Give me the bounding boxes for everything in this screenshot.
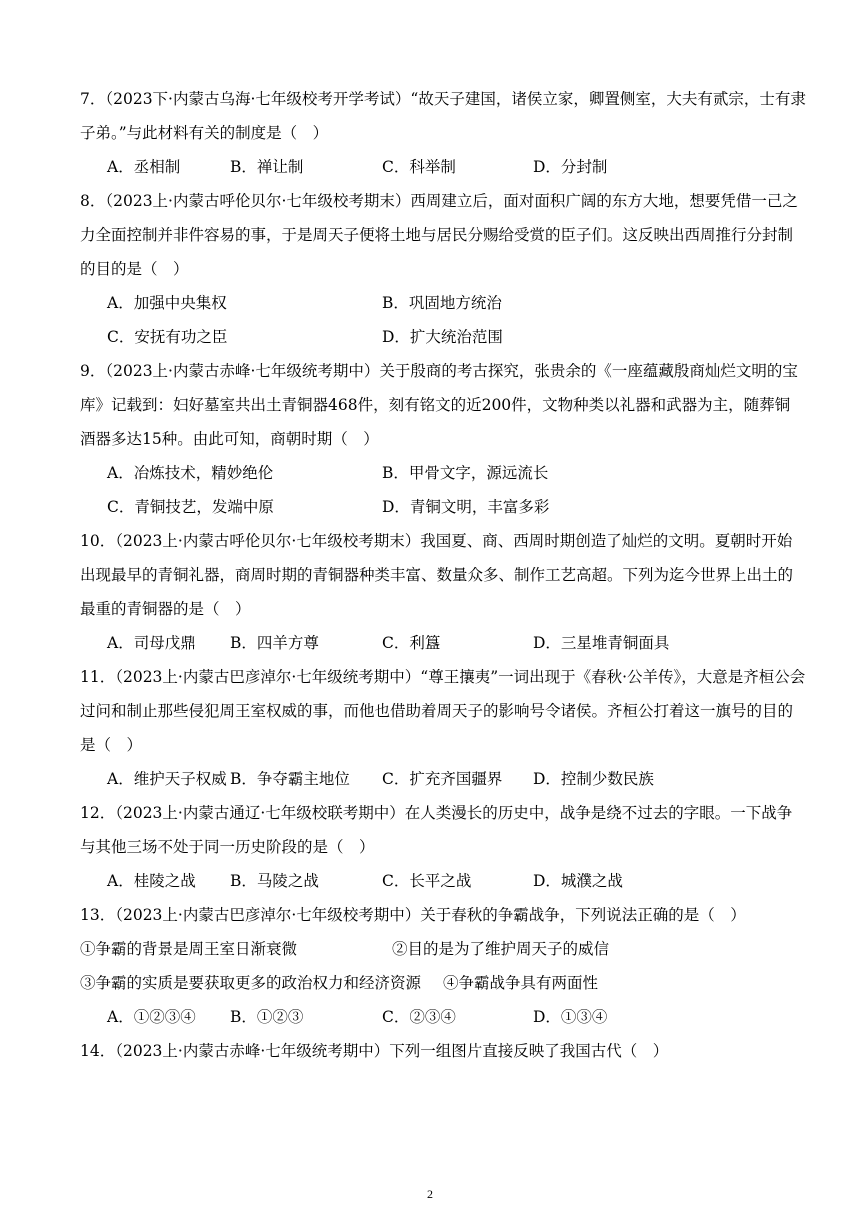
q11-stem-line-2: 过问和制止那些侵犯周王室权威的事，而他也借助着周天子的影响号令诸侯。齐桓公打着这一旗号的目的 <box>80 702 794 720</box>
q9-stem-line-2: 库》记载到：妇好墓室共出土青铜器468件，刻有铭文的近200件，文物种类以礼器和武器为主，随葬铜 <box>80 396 791 414</box>
q7-stem-line-1: 7．（2023下·内蒙古乌海·七年级校考开学考试）“故天子建国，诸侯立家，卿置侧室，大夫有贰宗，士有隶 <box>80 90 806 108</box>
q13-statement-3: ③争霸的实质是要获取更多的政治权力和经济资源 <box>80 974 422 992</box>
q7-option-b: B．禅让制 <box>230 158 304 176</box>
q8-option-a: A．加强中央集权 <box>107 294 227 312</box>
q13-statement-1: ①争霸的背景是周王室日渐衰微 <box>80 940 298 958</box>
q12-stem-line-1: 12．（2023上·内蒙古通辽·七年级校联考期中）在人类漫长的历史中，战争是绕不过去的字眼。一下战争 <box>80 804 793 822</box>
q7-option-c: C．科举制 <box>382 158 456 176</box>
q13-option-a: A．①②③④ <box>107 1008 196 1026</box>
q13-option-c: C．②③④ <box>382 1008 456 1026</box>
q12-option-b: B．马陵之战 <box>230 872 319 890</box>
q13-option-b: B．①②③ <box>230 1008 304 1026</box>
q12-option-d: D．城濮之战 <box>533 872 623 890</box>
q7-option-d: D．分封制 <box>533 158 608 176</box>
q7-stem-line-2: 子弟。”与此材料有关的制度是（ ） <box>80 124 329 142</box>
q9-option-d: D．青铜文明，丰富多彩 <box>382 498 550 516</box>
q11-option-d: D．控制少数民族 <box>533 770 654 788</box>
q10-option-b: B．四羊方尊 <box>230 634 319 652</box>
q11-stem-line-1: 11．（2023上·内蒙古巴彦淖尔·七年级统考期中）“尊王攘夷”一词出现于《春秋·公羊传》，大意是齐桓公会 <box>80 668 806 686</box>
q12-option-c: C．长平之战 <box>382 872 472 890</box>
q9-option-b: B．甲骨文字，源远流长 <box>382 464 549 482</box>
q8-stem-line-2: 力全面控制并非件容易的事，于是周天子便将土地与居民分赐给受赏的臣子们。这反映出西周推行分封制 <box>80 226 794 244</box>
q10-option-d: D．三星堆青铜面具 <box>533 634 670 652</box>
q13-option-d: D．①③④ <box>533 1008 608 1026</box>
q9-stem-line-3: 酒器多达15种。由此可知，商朝时期（ ） <box>80 430 379 448</box>
q11-stem-line-3: 是（ ） <box>80 736 143 754</box>
q7-option-a: A．丞相制 <box>107 158 181 176</box>
q10-stem-line-3: 最重的青铜器的是（ ） <box>80 600 251 618</box>
q13-stem-line-1: 13．（2023上·内蒙古巴彦淖尔·七年级校考期中）关于春秋的争霸战争，下列说法正确的是（ ） <box>80 906 746 924</box>
q8-option-c: C．安抚有功之臣 <box>107 328 228 346</box>
q8-stem-line-3: 的目的是（ ） <box>80 260 189 278</box>
q10-stem-line-1: 10．（2023上·内蒙古呼伦贝尔·七年级校考期末）我国夏、商、西周时期创造了灿烂的文明。夏朝时开始 <box>80 532 793 550</box>
q13-statement-4: ④争霸战争具有两面性 <box>443 974 599 992</box>
q10-stem-line-2: 出现最早的青铜礼器，商周时期的青铜器种类丰富、数量众多、制作工艺高超。下列为迄今世界上出土的 <box>80 566 794 584</box>
q10-option-a: A．司母戊鼎 <box>107 634 196 652</box>
q11-option-a: A．维护天子权威 <box>107 770 227 788</box>
page-number: 2 <box>427 1187 433 1201</box>
q8-stem-line-1: 8．（2023上·内蒙古呼伦贝尔·七年级校考期末）西周建立后，面对面积广阔的东方大地，想要凭借一己之 <box>80 192 798 210</box>
q11-option-b: B．争夺霸主地位 <box>230 770 350 788</box>
q9-option-c: C．青铜技艺，发端中原 <box>107 498 274 516</box>
q14-stem-line-1: 14．（2023上·内蒙古赤峰·七年级统考期中）下列一组图片直接反映了我国古代（ ） <box>80 1042 669 1060</box>
q12-stem-line-2: 与其他三场不处于同一历史阶段的是（ ） <box>80 838 375 856</box>
q10-option-c: C．利簋 <box>382 634 441 652</box>
q9-option-a: A．冶炼技术，精妙绝伦 <box>107 464 274 482</box>
q9-stem-line-1: 9．（2023上·内蒙古赤峰·七年级统考期中）关于殷商的考古探究，张贵余的《一座蕴藏殷商灿烂文明的宝 <box>80 362 798 380</box>
q8-option-b: B．巩固地方统治 <box>382 294 502 312</box>
q8-option-d: D．扩大统治范围 <box>382 328 503 346</box>
q12-option-a: A．桂陵之战 <box>107 872 196 890</box>
q13-statement-2: ②目的是为了维护周天子的威信 <box>392 940 610 958</box>
q11-option-c: C．扩充齐国疆界 <box>382 770 503 788</box>
